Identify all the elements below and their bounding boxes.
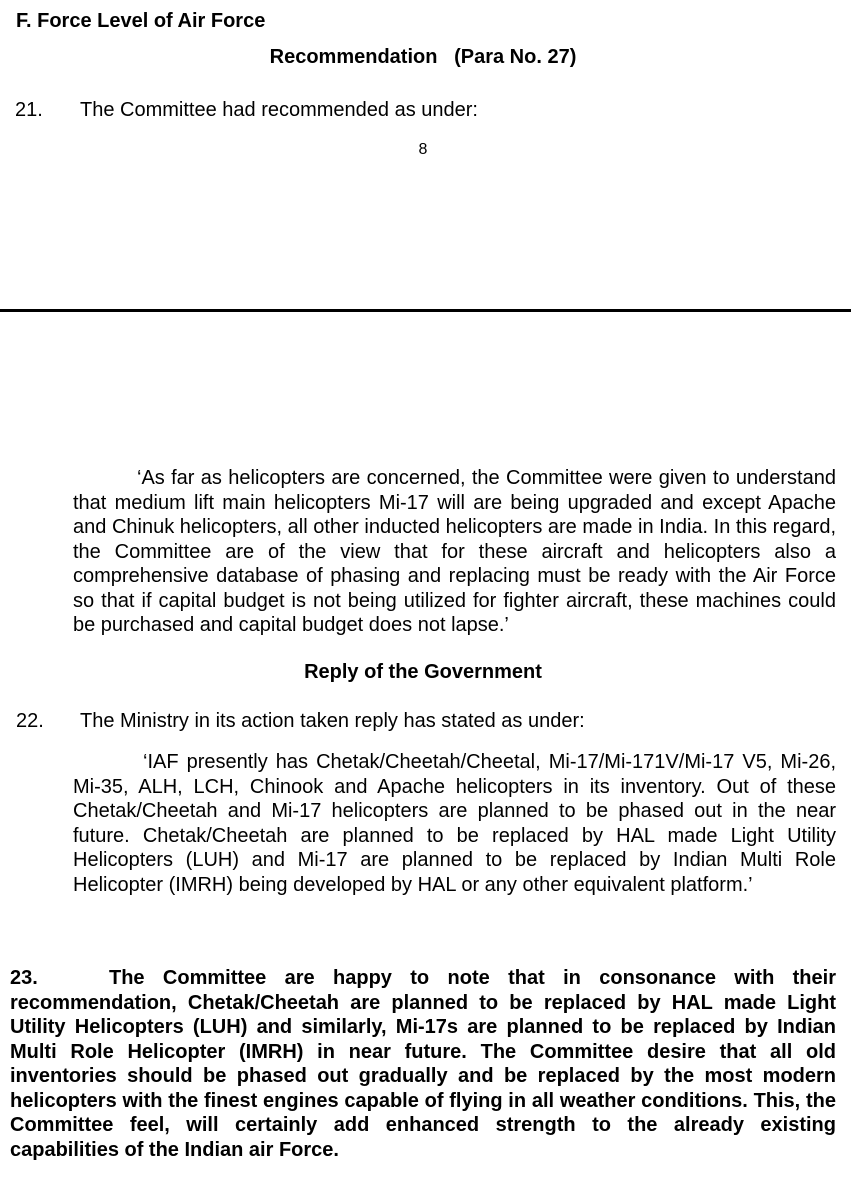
page-break-rule <box>0 309 851 312</box>
para-23-text: The Committee are happy to note that in consonance with their recommendation, Chetak/Cheetah are planned to be replaced by HAL made Light Utility Helicopters (LUH) and similarly, Mi-17s are planned to be replaced by Indian Multi Role Helicopter (IMRH) in near future. The Committee desire that all old inventories should be phased out gradually and be replaced by the most modern helicopters with the finest engines capable of flying in all weather conditions. This, the Committee feel, will certainly add enhanced strength to the already existing capabilities of the Indian air Force. <box>10 967 836 1161</box>
para-23 <box>10 966 836 1162</box>
recommendation-quote: ‘As far as helicopters are concerned, the Committee were given to understand that medium lift main helicopters Mi-17 will are being upgraded and except Apache and Chinuk helicopters, all other inducted helicopters are made in India. In this regard, the Committee are of the view that for these aircraft and helicopters also a comprehensive database of phasing and replacing must be ready with the Air Force so that if capital budget is not being utilized for fighter aircraft, these machines could be purchased and capital budget does not lapse.’ <box>73 467 836 636</box>
para-23-number: 23. <box>10 967 38 989</box>
para-22-number: 22. <box>16 710 44 732</box>
para-22-text: The Ministry in its action taken reply has stated as under: <box>80 710 585 732</box>
section-heading: F. Force Level of Air Force <box>16 10 266 32</box>
government-reply-quote: ‘IAF presently has Chetak/Cheetah/Cheetal, Mi-17/Mi-171V/Mi-17 V5, Mi-26, Mi-35, ALH, LCH, Chinook and Apache helicopters in its inventory. Out of these Chetak/Cheetah and Mi-17 helicopters are planned to be phased out in the near future. Chetak/Cheetah are planned to be replaced by HAL made Light Utility Helicopters (LUH) and Mi-17 are planned to be replaced by Indian Multi Role Helicopter (IMRH) being developed by HAL or any other equivalent platform.’ <box>73 751 836 896</box>
para-21-number: 21. <box>15 99 43 121</box>
recommendation-heading: Recommendation (Para No. 27) <box>269 46 577 68</box>
reply-heading: Reply of the Government <box>304 661 542 683</box>
page-number: 8 <box>418 141 428 158</box>
para-21-text: The Committee had recommended as under: <box>80 99 478 121</box>
